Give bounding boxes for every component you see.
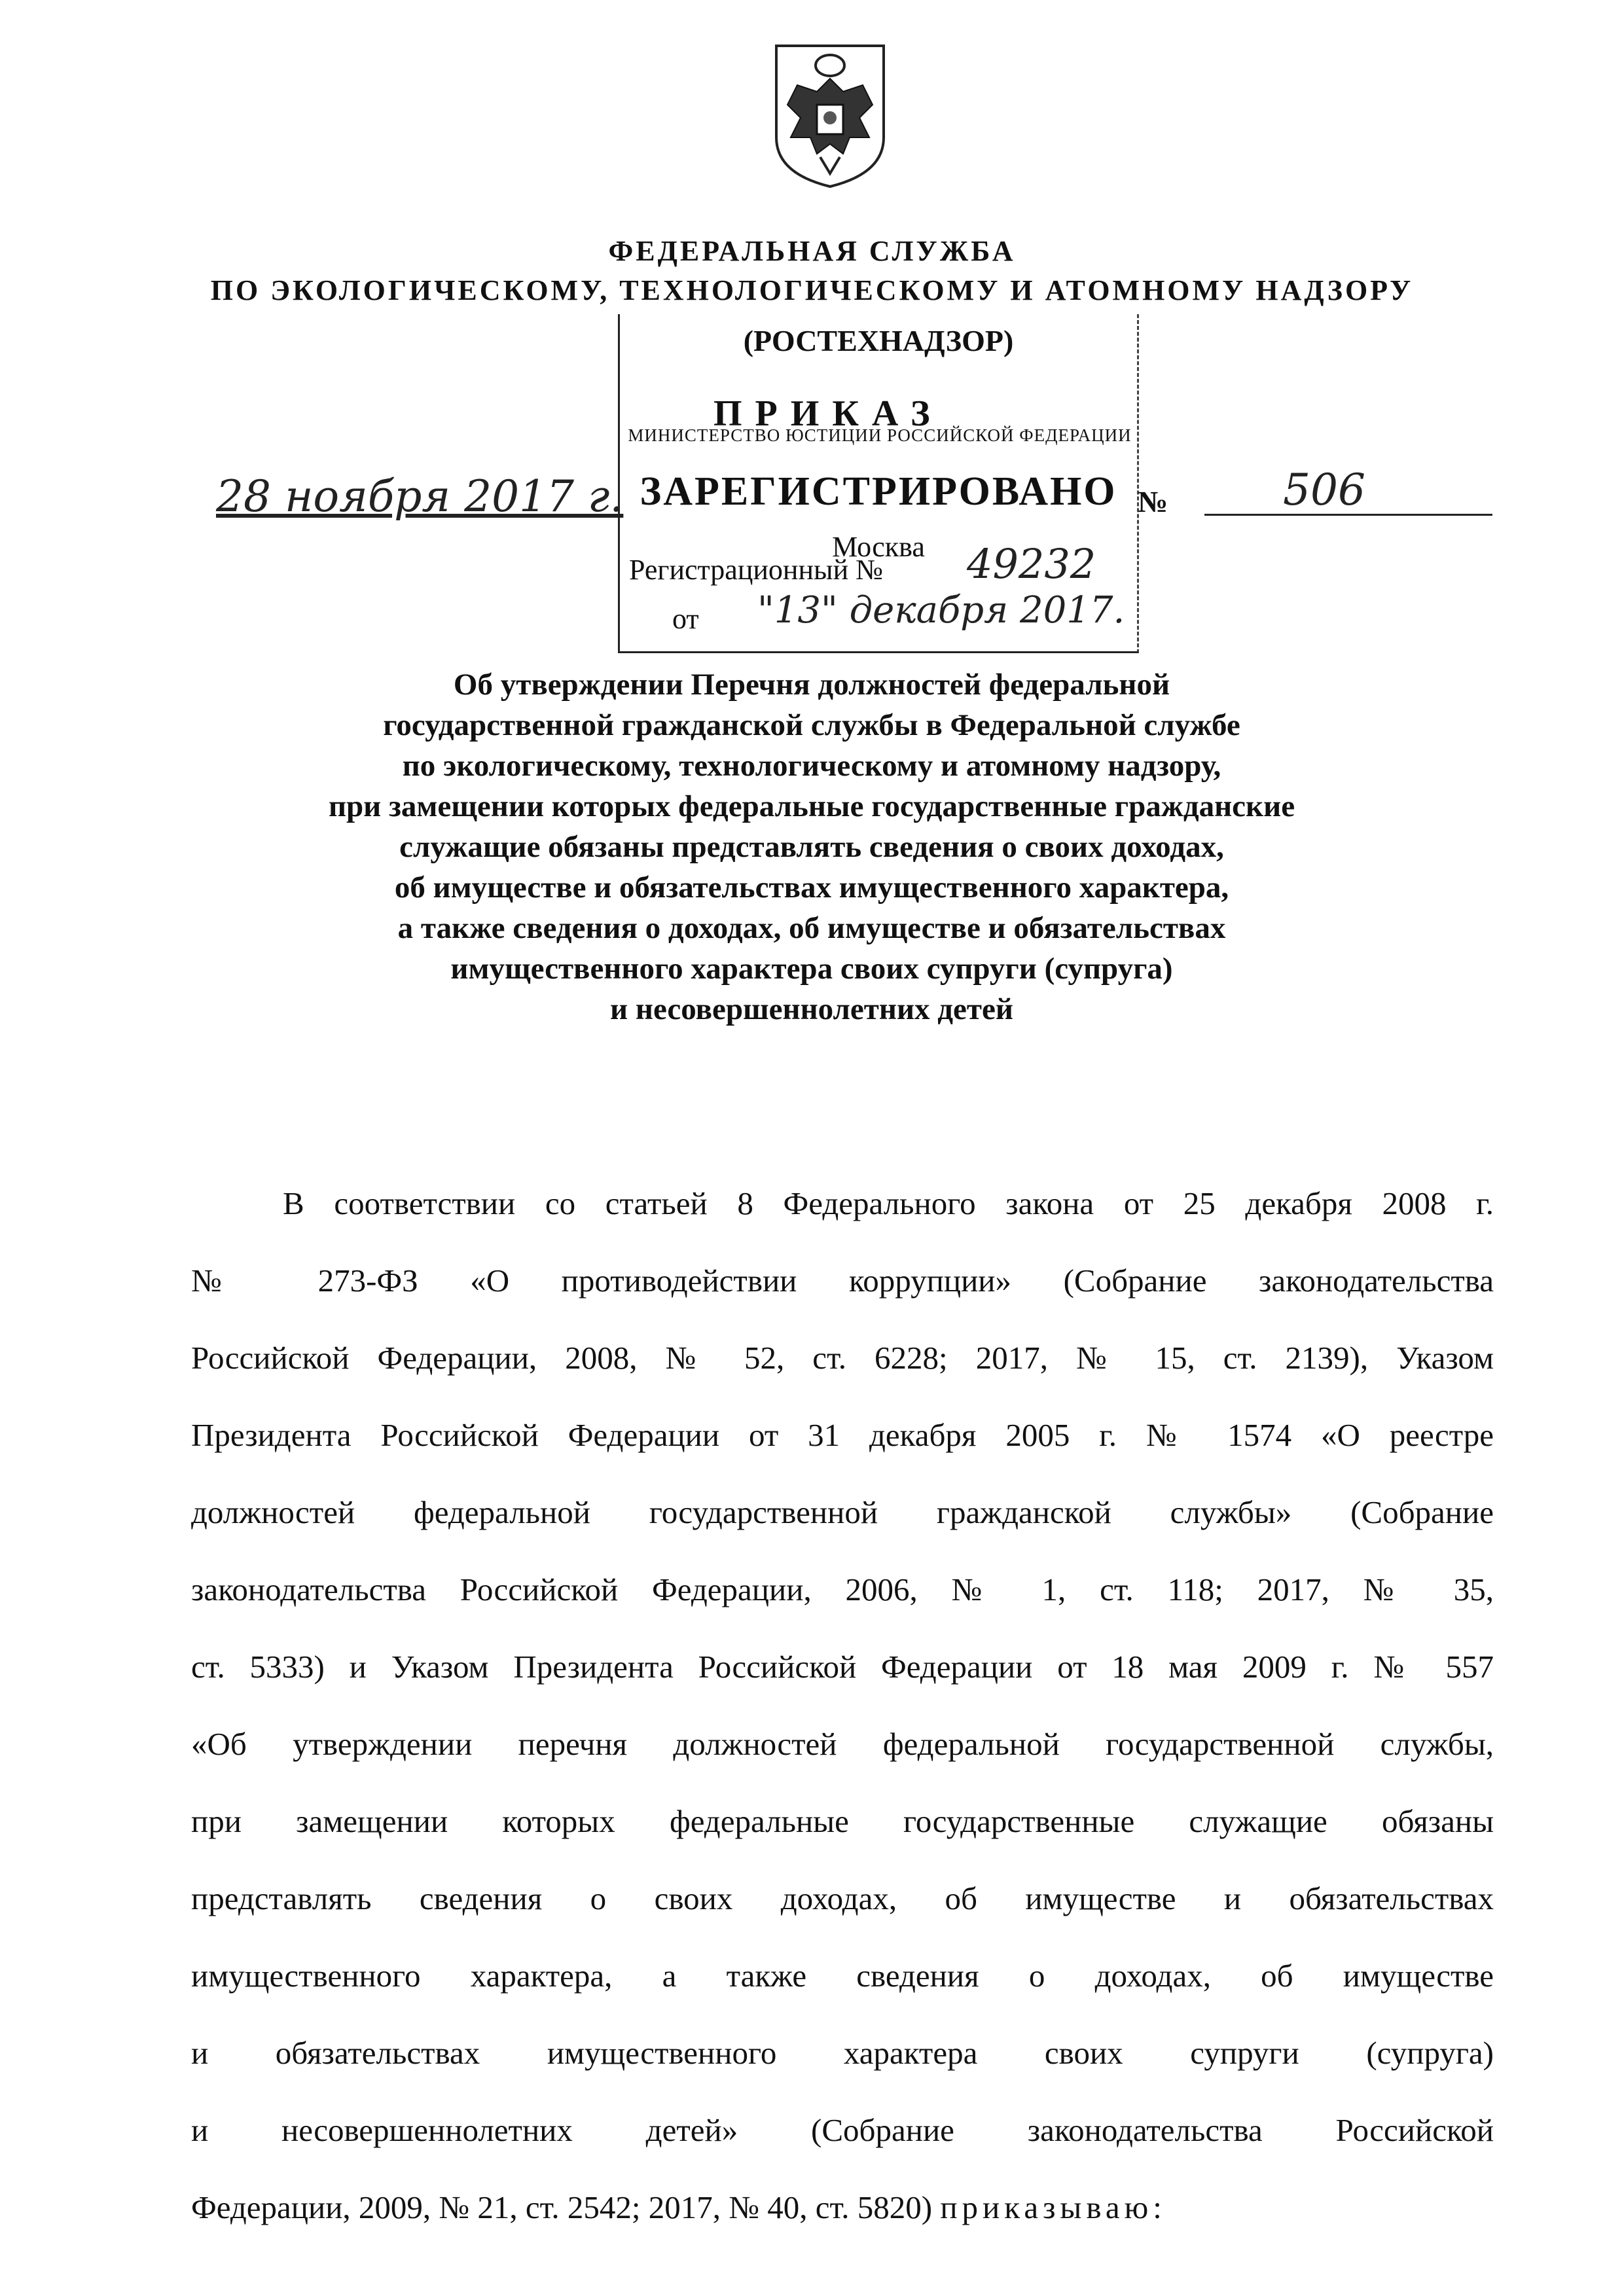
stamp-reg-date: "13" декабря 2017.	[757, 589, 1125, 632]
body-line: представлять сведения о своих доходах, об имуществе и обязательствах	[191, 1880, 1494, 1916]
stamp-city: Москва	[832, 531, 925, 563]
agency-name-line-1: ФЕДЕРАЛЬНАЯ СЛУЖБА	[608, 235, 1016, 267]
title-line: при замещении которых федеральные государственные гражданские	[328, 789, 1295, 823]
agency-abbreviation: (РОСТЕХНАДЗОР)	[743, 324, 1014, 357]
body-line: Российской Федерации, 2008, № 52, ст. 6228; 2017, № 15, ст. 2139), Указом	[191, 1340, 1494, 1376]
body-line: № 273-ФЗ «О противодействии коррупции» (Собрание законодательства	[191, 1263, 1494, 1299]
body-line: имущественного характера, а также сведения о доходах, об имуществе	[191, 1958, 1494, 1994]
stamp-ministry: МИНИСТЕРСТВО ЮСТИЦИИ РОССИЙСКОЙ ФЕДЕРАЦИИ	[628, 425, 1132, 445]
order-title: ПРИКАЗ	[713, 393, 943, 434]
order-verb: приказываю:	[940, 2189, 1166, 2225]
stamp-from-label: от	[672, 603, 699, 635]
order-number: 506	[1283, 465, 1365, 515]
body-line: законодательства Российской Федерации, 2006, № 1, ст. 118; 2017, № 35,	[191, 1571, 1494, 1607]
title-line: государственной гражданской службы в Федеральной службе	[383, 708, 1240, 742]
body-line: Президента Российской Федерации от 31 декабря 2005 г. № 1574 «О реестре	[191, 1417, 1494, 1453]
body-line: должностей федеральной государственной гражданской службы» (Собрание	[191, 1494, 1494, 1530]
body-line: при замещении которых федеральные государственные служащие обязаны	[191, 1803, 1494, 1839]
russian-coat-of-arms-icon	[771, 39, 889, 190]
title-line: а также сведения о доходах, об имуществе и обязательствах	[397, 911, 1226, 945]
body-paragraph	[191, 1165, 1494, 2246]
title-line: имущественного характера своих супруги (супруга)	[450, 952, 1173, 986]
title-line: об имуществе и обязательствах имущественного характера,	[394, 870, 1229, 905]
body-line: ст. 5333) и Указом Президента Российской Федерации от 18 мая 2009 г. № 557	[191, 1649, 1494, 1685]
title-line: по экологическому, технологическому и атомному надзору,	[402, 749, 1221, 783]
title-line: Об утверждении Перечня должностей федеральной	[453, 668, 1170, 702]
stamp-reg-number: 49232	[967, 540, 1096, 588]
title-line: и несовершеннолетних детей	[610, 992, 1013, 1026]
order-date: 28 ноября 2017 г.	[216, 471, 624, 522]
body-line: В соответствии со статьей 8 Федерального закона от 25 декабря 2008 г.	[283, 1185, 1494, 1221]
body-line: «Об утверждении перечня должностей федеральной государственной службы,	[191, 1726, 1494, 1762]
body-line: и несовершеннолетних детей» (Собрание законодательства Российской	[191, 2112, 1494, 2148]
registration-stamp	[618, 314, 1139, 653]
order-number-label: №	[1138, 485, 1168, 518]
body-last-text: Федерации, 2009, № 21, ст. 2542; 2017, № 40, ст. 5820)	[191, 2189, 933, 2225]
title-line: служащие обязаны представлять сведения о своих доходах,	[399, 830, 1224, 864]
body-line: и обязательствах имущественного характера своих супруги (супруга)	[191, 2035, 1494, 2071]
body-line-last	[191, 2169, 1494, 2246]
document-title	[223, 664, 1401, 1030]
stamp-reg-label: Регистрационный №	[629, 554, 884, 586]
stamp-registered: ЗАРЕГИСТРИРОВАНО	[640, 469, 1117, 514]
agency-name-line-2: ПО ЭКОЛОГИЧЕСКОМУ, ТЕХНОЛОГИЧЕСКОМУ И АТОМНОМУ НАДЗОРУ	[210, 274, 1414, 306]
